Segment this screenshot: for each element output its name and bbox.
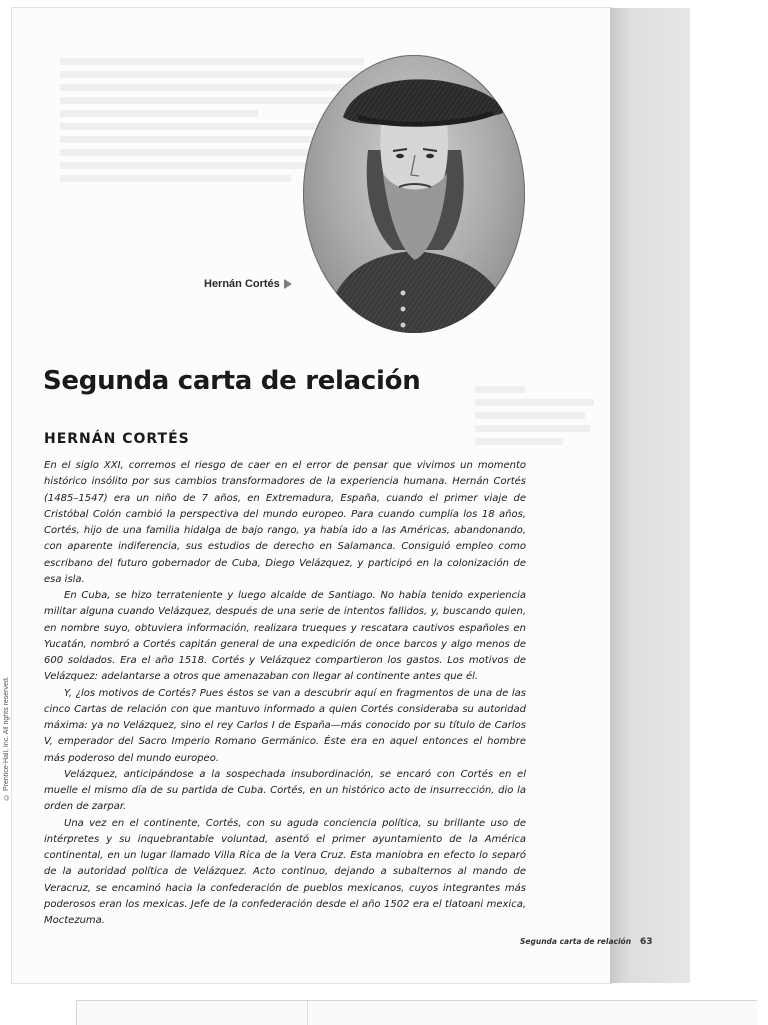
portrait-image — [303, 55, 525, 333]
divider — [307, 1001, 308, 1025]
page-footer — [520, 937, 653, 947]
arrow-right-icon — [284, 279, 292, 289]
paragraph: En el siglo XXI, corremos el riesgo de caer en el error de pensar que vivimos un momento histórico insólito por sus cambios transformadores de la experiencia humana. Hernán Cortés (1485–1547) era un niño de 7 años, en Extremadura, España, cuando el primer viaje de Cristóbal Colón cambió la perspectiva del mundo europeo. Para cuando cumplía los 18 años, Cortés, hijo de una familia hidalga de bajo rango, ya había ido a las Américas, abandonando, con aparente indiferencia, sus estudios de derecho en Salamanca. Consiguió empleo como escribano del futuro gobernador de Cuba, Diego Velázquez, y participó en la colonización de esa isla. — [44, 460, 526, 585]
paragraph: En Cuba, se hizo terrateniente y luego alcalde de Santiago. No había tenido experiencia militar alguna cuando Velázquez, después de una serie de intentos fallidos, y, buscando quien, en nombre suyo, obtuviera información, realizara trueques y rescatara cautivos españoles en Yucatán, nombró a Cortés capitán general de una expedición de once barcos y algo menos de 600 soldados. Era el año 1518. Cortés y Velázquez compartieron los gastos. Los motivos de Velázquez: adelantarse a otros que amenazaban con llegar al continente antes que él. — [44, 590, 526, 683]
paragraph: Una vez en el continente, Cortés, con su aguda conciencia política, su brillante uso de intérpretes y su inquebrantable voluntad, asentó el primer ayuntamiento de la América continental, en un lugar llamado Villa Rica de la Vera Cruz. Esta maniobra en efecto lo separó de la autoridad política de Velázquez. Acto continuo, dejando a subalternos al mando de Veracruz, se encaminó hacia la confederación de pueblos mexicanos, cuyos integrantes más poderosos eran los mexicas. Jefe de la confederación desde el año 1502 era el tlatoani mexica, Moctezuma. — [44, 817, 526, 926]
caption-text: Hernán Cortés — [204, 278, 280, 290]
footer-title: Segunda carta de relación — [520, 937, 632, 946]
paragraph: Y, ¿los motivos de Cortés? Pues éstos se van a descubrir aquí en fragmentos de una de las cinco Cartas de relación con que mantuvo informado a quien Cortés consideraba su autoridad máxima: ya no Velázquez, sino el rey Carlos I de España—más conocido por su título de Carlos V, emperador del Sacro Imperio Romano Germánico. Éste era en aquel entonces el hombre más poderoso del mundo europeo. — [44, 687, 526, 764]
portrait-caption — [204, 278, 292, 290]
page-number: 63 — [640, 937, 653, 947]
facing-page-edge — [610, 8, 690, 983]
portrait-engraving-icon — [303, 55, 525, 333]
author-heading: HERNÁN CORTÉS — [44, 431, 190, 447]
scanner-edge — [76, 1000, 757, 1025]
page-title: Segunda carta de relación — [43, 366, 421, 396]
body-text — [44, 458, 526, 929]
copyright-side-text: © Prentice-Hall, Inc. All rights reserved. — [3, 676, 10, 800]
paragraph: Velázquez, anticipándose a la sospechada insubordinación, se encaró con Cortés en el muelle el mismo día de su partida de Cuba. Cortés, en un histórico acto de insurrección, dio la orden de zarpar. — [44, 768, 526, 813]
